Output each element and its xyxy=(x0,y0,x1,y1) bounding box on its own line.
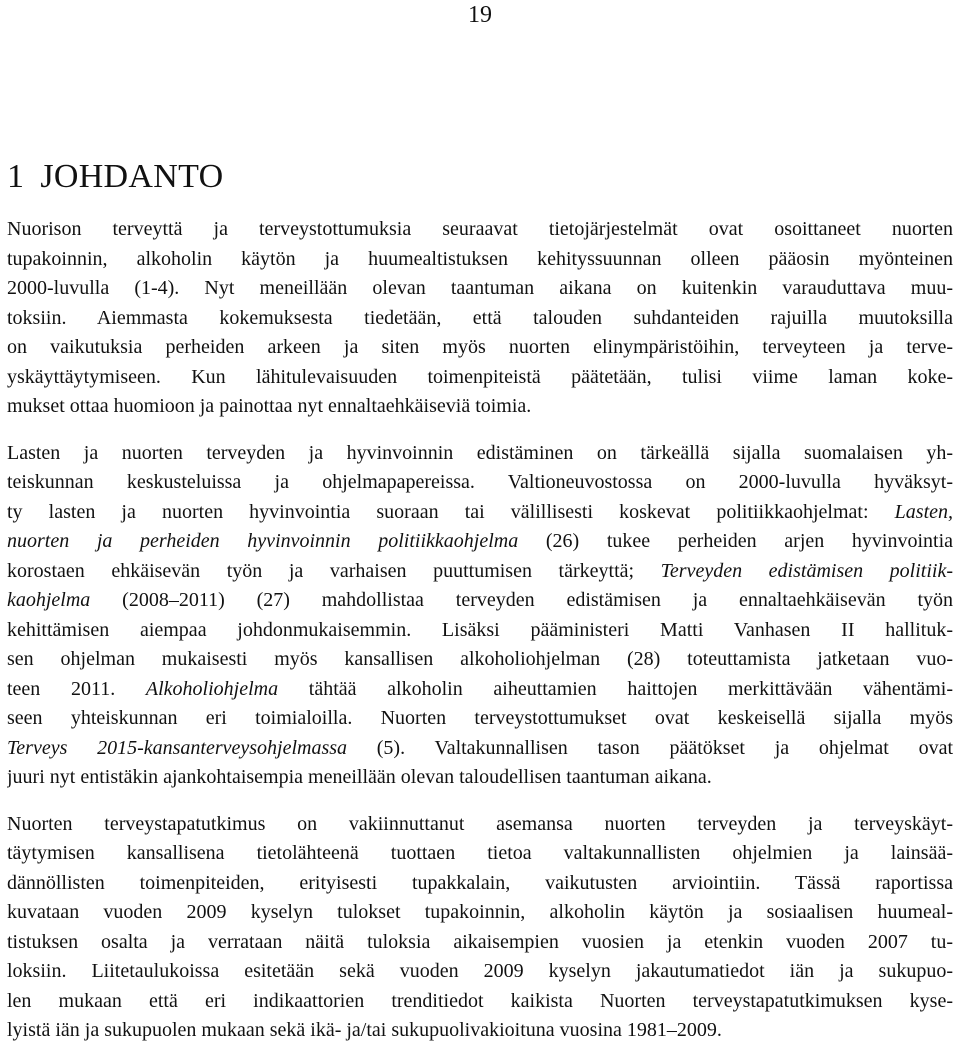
text-run: tupakoinnin, alkoholin käytön ja huumealtistuksen kehityssuunnan olleen pääosin myönteinen xyxy=(7,247,953,270)
text-run: korostaen ehkäisevän työn ja varhaisen puuttumisen tärkeyttä; xyxy=(7,559,661,582)
text-line xyxy=(7,439,953,469)
text-line xyxy=(7,245,953,275)
italic-title: kaohjelma xyxy=(7,589,91,611)
text-run: toksiin. Aiemmasta kokemuksesta tiedetään, että talouden suhdanteiden rajuilla muutoksilla xyxy=(7,306,953,329)
text-run: yskäyttäytymiseen. Kun lähitulevaisuuden toimenpiteistä päätetään, tulisi viime laman koke- xyxy=(7,365,953,388)
italic-title: Terveyden edistämisen politiik- xyxy=(660,559,953,582)
text-line xyxy=(7,704,953,734)
section-title: JOHDANTO xyxy=(40,158,224,195)
text-run: Lasten ja nuorten terveyden ja hyvinvoinnin edistäminen on tärkeällä sijalla suomalaisen yh- xyxy=(7,441,953,464)
text-line xyxy=(7,304,953,334)
text-line xyxy=(7,645,953,675)
text-line xyxy=(7,810,953,840)
italic-title: Alkoholiohjelma xyxy=(145,677,279,700)
text-line xyxy=(7,468,953,498)
text-line xyxy=(7,957,953,987)
paragraph xyxy=(7,439,953,793)
paragraph xyxy=(7,215,953,422)
text-line xyxy=(7,586,953,616)
text-line xyxy=(7,928,953,958)
section-number: 1 xyxy=(7,158,25,195)
text-line xyxy=(7,215,953,245)
text-run: juuri nyt entistäkin ajankohtaisempia meneillään olevan taloudellisen taantuman aikana. xyxy=(7,766,712,788)
text-line xyxy=(7,734,953,764)
text-line xyxy=(7,839,953,869)
text-run: 2000-luvulla (1-4). Nyt meneillään olevan taantuman aikana on kuitenkin varauduttava muu- xyxy=(7,277,953,299)
text-run: kehittämisen aiempaa johdonmukaisemmin. Lisäksi pääministeri Matti Vanhasen II hallituk- xyxy=(7,618,953,641)
text-run: kuvataan vuoden 2009 kyselyn tulokset tupakoinnin, alkoholin käytön ja sosiaalisen huumeal- xyxy=(7,901,953,923)
text-line xyxy=(7,274,953,304)
text-run: teiskunnan keskusteluissa ja ohjelmapapereissa. Valtioneuvostossa on 2000-luvulla hyväksyt- xyxy=(7,471,953,493)
text-line xyxy=(7,675,953,705)
body-text xyxy=(7,215,953,1046)
text-line xyxy=(7,898,953,928)
text-run: (5). Valtakunnallisen tason päätökset ja ohjelmat ovat xyxy=(347,736,953,759)
text-line xyxy=(7,557,953,587)
text-run: Nuorison terveyttä ja terveystottumuksia seuraavat tietojärjestelmät ovat osoittaneet nuorten xyxy=(7,218,953,240)
paragraph-gap xyxy=(7,793,953,810)
paragraph-gap xyxy=(7,422,953,439)
text-line xyxy=(7,869,953,899)
text-run: lyistä iän ja sukupuolen mukaan sekä ikä- ja/tai sukupuolivakioituna vuosina 1981–2009. xyxy=(7,1019,722,1041)
italic-title: nuorten ja perheiden hyvinvoinnin politiikkaohjelma xyxy=(7,530,519,552)
text-run: (2008–2011) (27) mahdollistaa terveyden edistämisen ja ennaltaehkäisevän työn xyxy=(90,589,953,611)
text-run: dännöllisten toimenpiteiden, erityisesti tupakkalain, vaikutusten arviointiin. Tässä raportissa xyxy=(7,871,953,894)
section-heading xyxy=(7,158,223,196)
text-run: teen 2011. xyxy=(7,677,146,700)
paragraph xyxy=(7,810,953,1046)
text-line xyxy=(7,527,953,557)
text-run: on vaikutuksia perheiden arkeen ja siten myös nuorten elinympäristöihin, terveyteen ja terve- xyxy=(7,336,953,358)
text-line xyxy=(7,363,953,393)
text-run: loksiin. Liitetaulukoissa esitetään sekä vuoden 2009 kyselyn jakautumatiedot iän ja sukupuo- xyxy=(7,960,953,982)
italic-title: Terveys 2015-kansanterveysohjelmassa xyxy=(7,736,348,759)
text-line xyxy=(7,498,953,528)
text-run: len mukaan että eri indikaattorien trenditiedot kaikista Nuorten terveystapatutkimuksen kyse- xyxy=(7,989,953,1012)
page-number: 19 xyxy=(468,2,492,28)
text-line xyxy=(7,616,953,646)
text-run: tistuksen osalta ja verrataan näitä tuloksia aikaisempien vuosien ja etenkin vuoden 2007 tu- xyxy=(7,930,953,953)
text-run: (26) tukee perheiden arjen hyvinvointia xyxy=(518,530,953,552)
text-run: ty lasten ja nuorten hyvinvointia suoraan tai välillisesti koskevat politiikkaohjelmat: xyxy=(7,500,895,523)
text-run: täytymisen kansallisena tietolähteenä tuottaen tietoa valtakunnallisten ohjelmien ja lainsää- xyxy=(7,842,953,864)
text-line xyxy=(7,763,953,793)
text-run: seen yhteiskunnan eri toimialoilla. Nuorten terveystottumukset ovat keskeisellä sijalla myös xyxy=(7,707,953,729)
text-run: tähtää alkoholin aiheuttamien haittojen merkittävään vähentämi- xyxy=(278,677,953,700)
text-run: sen ohjelman mukaisesti myös kansallisen alkoholiohjelman (28) toteuttamista jatketaan vuo- xyxy=(7,648,953,670)
text-line xyxy=(7,392,953,422)
text-line xyxy=(7,987,953,1017)
text-line xyxy=(7,1016,953,1046)
text-line xyxy=(7,333,953,363)
text-run: mukset ottaa huomioon ja painottaa nyt ennaltaehkäiseviä toimia. xyxy=(7,395,532,417)
text-run: Nuorten terveystapatutkimus on vakiinnuttanut asemansa nuorten terveyden ja terveyskäyt- xyxy=(7,812,953,835)
italic-title: Lasten, xyxy=(894,500,953,523)
